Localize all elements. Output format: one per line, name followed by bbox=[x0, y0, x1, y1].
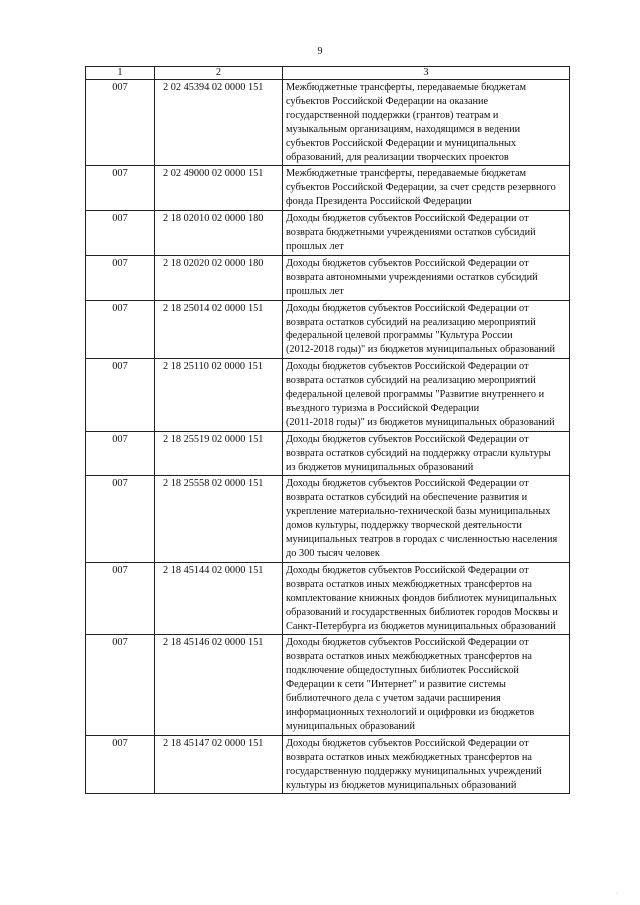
income-name-line: возврата остатков иных межбюджетных трансфертов на bbox=[286, 651, 532, 663]
table-row bbox=[86, 359, 570, 432]
income-name-line: образований и государственных библиотек городов Москвы и bbox=[286, 606, 558, 618]
income-name-line: Доходы бюджетов субъектов Российской Федерации от bbox=[286, 737, 529, 749]
income-name-line: въездного туризма в Российской Федерации bbox=[286, 402, 480, 414]
page-number: 9 bbox=[317, 46, 323, 57]
administrator-code-cell: 007 bbox=[86, 80, 155, 166]
income-name-line: возврата остатков субсидий на обеспечение развития и bbox=[286, 492, 528, 504]
budget-code-cell: 2 18 25558 02 0000 151 bbox=[155, 476, 283, 562]
income-name-line: прошлых лет bbox=[286, 240, 344, 252]
budget-code-cell: 2 18 02010 02 0000 180 bbox=[155, 211, 283, 256]
income-name-line: Доходы бюджетов субъектов Российской Федерации от bbox=[286, 564, 529, 576]
administrator-code-cell: 007 bbox=[86, 635, 155, 735]
income-name-line: (2011-2018 годы)" из бюджетов муниципальных образований bbox=[286, 416, 555, 428]
income-name-line: государственной поддержки (грантов) театрам и bbox=[286, 109, 499, 121]
income-name-line: Федерации к сети "Интернет" и развитие системы bbox=[286, 679, 506, 691]
income-name-line: Доходы бюджетов субъектов Российской Федерации от bbox=[286, 361, 529, 373]
income-name-line: федеральной целевой программы "Культура России bbox=[286, 330, 513, 342]
income-name-cell bbox=[283, 80, 570, 166]
budget-code-cell: 2 02 45394 02 0000 151 bbox=[155, 80, 283, 166]
budget-code-cell: 2 18 45146 02 0000 151 bbox=[155, 635, 283, 735]
income-name-cell bbox=[283, 431, 570, 476]
table-row bbox=[86, 255, 570, 300]
administrator-code-cell: 007 bbox=[86, 166, 155, 211]
income-name-line: возврата остатков иных межбюджетных трансфертов на bbox=[286, 578, 532, 590]
income-name-cell bbox=[283, 562, 570, 635]
income-name-cell bbox=[283, 359, 570, 432]
income-name-line: Межбюджетные трансферты, передаваемые бюджетам bbox=[286, 168, 527, 180]
income-name-line: информационных технологий и оцифровки из бюджетов bbox=[286, 706, 535, 718]
income-name-cell bbox=[283, 735, 570, 794]
income-name-line: Доходы бюджетов субъектов Российской Федерации от bbox=[286, 637, 529, 649]
income-name-line: до 300 тысяч человек bbox=[286, 548, 380, 559]
table-row bbox=[86, 635, 570, 735]
budget-code-cell: 2 18 25014 02 0000 151 bbox=[155, 300, 283, 359]
income-name-line: Межбюджетные трансферты, передаваемые бюджетам bbox=[286, 82, 527, 93]
income-name-line: фонда Президента Российской Федерации bbox=[286, 196, 472, 208]
budget-code-cell: 2 18 45144 02 0000 151 bbox=[155, 562, 283, 635]
administrator-code-cell: 007 bbox=[86, 431, 155, 476]
income-name-line: муниципальных театров в городах с численностью населения bbox=[286, 534, 558, 546]
income-name-line: музыкальным организациям, находящимся в ведении bbox=[286, 123, 521, 135]
budget-code-cell: 2 18 45147 02 0000 151 bbox=[155, 735, 283, 794]
income-name-line: субъектов Российской Федерации и муниципальных bbox=[286, 137, 517, 149]
administrator-code-cell: 007 bbox=[86, 562, 155, 635]
income-name-cell bbox=[283, 166, 570, 211]
budget-code-cell: 2 02 49000 02 0000 151 bbox=[155, 166, 283, 211]
income-name-cell bbox=[283, 635, 570, 735]
income-name-line: возврата автономными учреждениями остатков субсидий bbox=[286, 271, 538, 283]
administrator-code-cell: 007 bbox=[86, 359, 155, 432]
income-name-line: Санкт-Петербурга из бюджетов муниципальных образований bbox=[286, 620, 556, 632]
table-body bbox=[86, 80, 570, 794]
income-name-cell bbox=[283, 211, 570, 256]
income-name-line: федеральной целевой программы "Развитие внутреннего и bbox=[286, 389, 545, 401]
income-name-line: Доходы бюджетов субъектов Российской Федерации от bbox=[286, 213, 529, 225]
income-name-line: образований, для реализации творческих проектов bbox=[286, 151, 509, 163]
income-name-line: Доходы бюджетов субъектов Российской Федерации от bbox=[286, 478, 529, 490]
table-row bbox=[86, 166, 570, 211]
table-row bbox=[86, 300, 570, 359]
income-name-line: домов культуры, поддержку творческой деятельности bbox=[286, 520, 522, 532]
income-name-line: прошлых лет bbox=[286, 285, 344, 297]
administrator-code-cell: 007 bbox=[86, 300, 155, 359]
table-row bbox=[86, 735, 570, 794]
income-name-line: возврата остатков иных межбюджетных трансфертов на bbox=[286, 751, 532, 763]
administrator-code-cell: 007 bbox=[86, 476, 155, 562]
budget-code-cell: 2 18 25110 02 0000 151 bbox=[155, 359, 283, 432]
income-name-line: субъектов Российской Федерации на оказание bbox=[286, 95, 489, 107]
income-name-line: культуры из бюджетов муниципальных образований bbox=[286, 779, 517, 791]
income-name-line: комплектование книжных фондов библиотек муниципальных bbox=[286, 592, 557, 604]
income-name-cell bbox=[283, 255, 570, 300]
table-row bbox=[86, 562, 570, 635]
income-name-line: возврата остатков субсидий на реализацию мероприятий bbox=[286, 316, 536, 328]
administrator-code-cell: 007 bbox=[86, 211, 155, 256]
table-row bbox=[86, 211, 570, 256]
column-header-3: 3 bbox=[283, 67, 570, 80]
income-name-line: Доходы бюджетов субъектов Российской Федерации от bbox=[286, 302, 529, 314]
income-name-line: государственную поддержку муниципальных учреждений bbox=[286, 765, 542, 777]
administrator-code-cell: 007 bbox=[86, 255, 155, 300]
budget-classification-table bbox=[85, 66, 570, 794]
income-name-cell bbox=[283, 300, 570, 359]
budget-code-cell: 2 18 25519 02 0000 151 bbox=[155, 431, 283, 476]
budget-code-cell: 2 18 02020 02 0000 180 bbox=[155, 255, 283, 300]
income-name-line: возврата остатков субсидий на реализацию мероприятий bbox=[286, 375, 536, 387]
column-header-1: 1 bbox=[86, 67, 155, 80]
income-name-line: подключение общедоступных библиотек Российской bbox=[286, 665, 519, 677]
administrator-code-cell: 007 bbox=[86, 735, 155, 794]
income-name-line: (2012-2018 годы)" из бюджетов муниципальных образований bbox=[286, 344, 556, 356]
income-name-line: возврата остатков субсидий на поддержку отрасли культуры bbox=[286, 447, 551, 459]
table-header-row bbox=[86, 67, 570, 80]
column-header-2: 2 bbox=[155, 67, 283, 80]
income-name-cell bbox=[283, 476, 570, 562]
income-name-line: муниципальных образований bbox=[286, 720, 415, 732]
table-row bbox=[86, 80, 570, 166]
corner-mark: · bbox=[616, 891, 618, 897]
table-row bbox=[86, 476, 570, 562]
income-name-line: возврата бюджетными учреждениями остатков субсидий bbox=[286, 227, 536, 239]
income-name-line: Доходы бюджетов субъектов Российской Федерации от bbox=[286, 433, 529, 445]
income-name-line: библиотечного дела с учетом задачи расширения bbox=[286, 693, 501, 705]
income-name-line: Доходы бюджетов субъектов Российской Федерации от bbox=[286, 257, 529, 269]
income-name-line: из бюджетов муниципальных образований bbox=[286, 461, 474, 473]
income-name-line: субъектов Российской Федерации, за счет средств резервного bbox=[286, 182, 556, 194]
table-row bbox=[86, 431, 570, 476]
income-name-line: укрепление материально-технической базы муниципальных bbox=[286, 506, 551, 518]
